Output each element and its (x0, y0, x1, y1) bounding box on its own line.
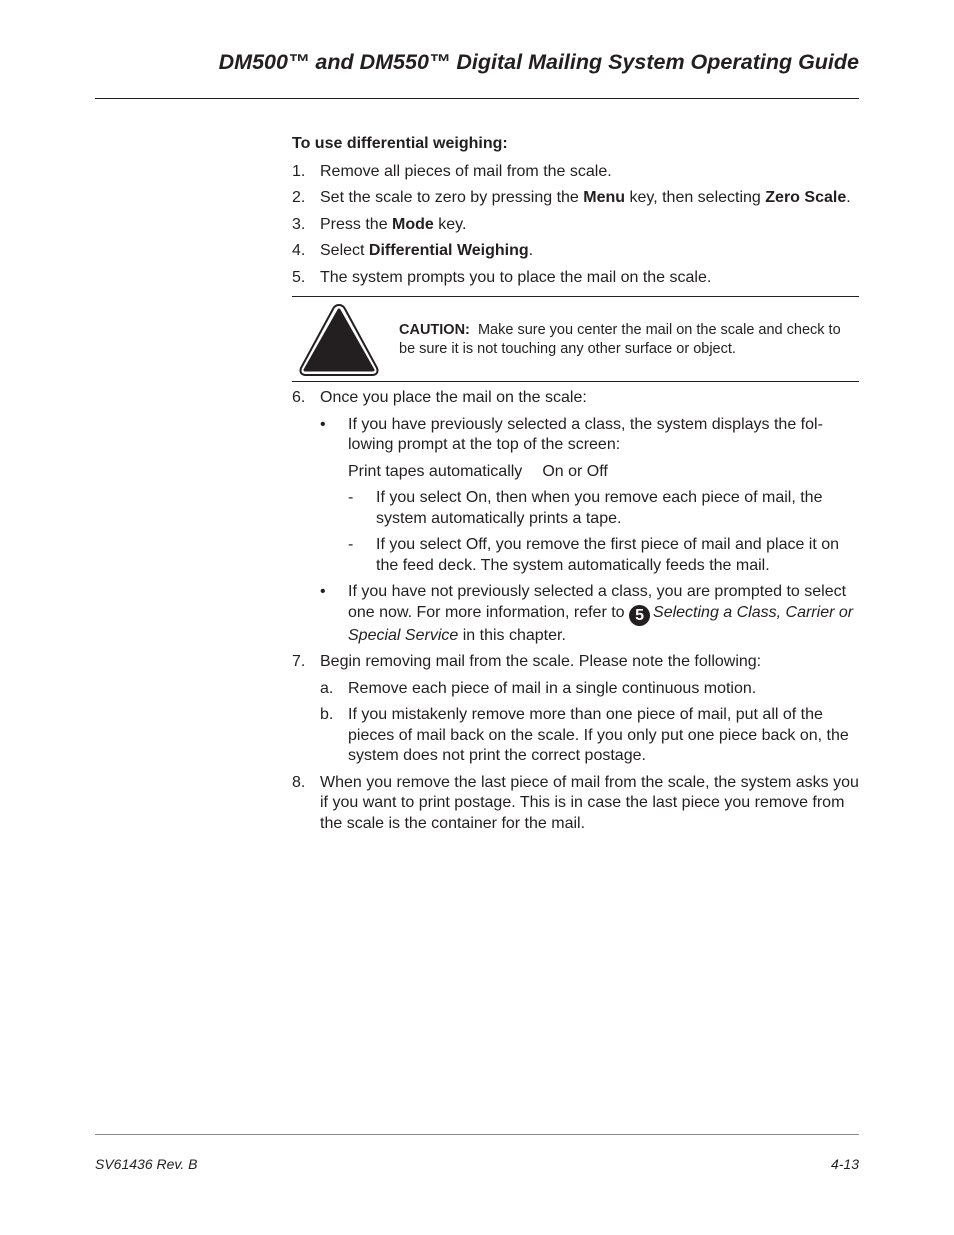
step-text: Begin removing mail from the scale. Please note the following: (320, 653, 762, 670)
caution-message (399, 321, 849, 359)
step-number: 5. (292, 268, 306, 286)
step-text: Press the (320, 215, 393, 233)
dash-text: If you select Off, you remove the first piece of mail and place it on the feed deck. The system automatically feeds the mail. (376, 536, 840, 574)
step-1 (292, 162, 859, 183)
step-number: 7. (292, 653, 306, 670)
lettered-text: If you mistakenly remove more than one piece of mail, put all of the pieces of mail back on the scale. If you only put one piece back on, the system does not print the correct postage. (348, 706, 849, 764)
step-text: key. (433, 215, 467, 233)
lettered-item (320, 705, 859, 767)
step-8 (292, 773, 859, 835)
warning-triangle-icon (297, 302, 381, 378)
letter-mark: b. (320, 706, 334, 723)
letter-mark: a. (320, 679, 334, 697)
main-content (292, 134, 859, 840)
zero-scale-term: Zero Scale (765, 189, 847, 206)
step-number: 4. (292, 242, 306, 259)
menu-key-term: Menu (583, 189, 626, 206)
lettered-item (320, 679, 859, 700)
step-text: Remove all pieces of mail from the scale. (320, 162, 612, 180)
step-number: 3. (292, 215, 306, 233)
bullet-text: If you have previously selected a class, the system displays the following prompt at the top of the screen: (348, 415, 823, 453)
dash-item (348, 488, 859, 529)
step-number: 6. (292, 389, 306, 406)
caution-text: Make sure you center the mail on the scale and check to be sure it is not touching any other surface or object. (399, 322, 841, 357)
page-number: 4-13 (830, 1156, 859, 1172)
bullet-item (320, 415, 859, 577)
bullet-mark: • (320, 583, 326, 600)
bullet-text: in this chapter. (458, 626, 566, 644)
dash-mark: - (348, 536, 354, 553)
mode-key-term: Mode (392, 215, 434, 233)
page-header-title: DM500™ and DM550™ Digital Mailing System Operating Guide (218, 50, 859, 74)
chapter-number-badge: 5 (629, 605, 650, 626)
caution-label: CAUTION: (399, 322, 470, 338)
step-number: 8. (292, 773, 306, 791)
step-5 (292, 268, 859, 289)
bullet-item (320, 582, 859, 646)
header-rule (95, 98, 859, 99)
step-text: Select (320, 242, 369, 259)
step-2 (292, 188, 859, 209)
step-text: . (846, 189, 851, 206)
step-number: 2. (292, 189, 306, 206)
dash-item (348, 535, 859, 576)
differential-weighing-term: Differential Weighing (368, 242, 529, 259)
step-6 (292, 388, 859, 646)
prompt-options: On or Off (542, 462, 608, 480)
step-text: When you remove the last piece of mail from the scale, the system asks you if you want to print postage. This is in case the last piece you remove from the scale is the container for the mail. (320, 773, 859, 832)
step-number: 1. (292, 162, 306, 180)
step-7 (292, 652, 859, 767)
step-4 (292, 241, 859, 262)
prompt-label: Print tapes automatically (348, 462, 523, 480)
footer-rule (95, 1134, 859, 1135)
dash-mark: - (348, 489, 354, 506)
document-revision: SV61436 Rev. B (95, 1156, 198, 1172)
screen-prompt (348, 462, 859, 483)
step-text: Set the scale to zero by pressing the (320, 189, 584, 206)
step-text: key, then selecting (625, 189, 766, 206)
step-text: The system prompts you to place the mail on the scale. (320, 268, 712, 286)
section-heading: To use differential weighing: (292, 135, 508, 152)
lettered-text: Remove each piece of mail in a single continuous motion. (348, 679, 757, 697)
dash-text: If you select On, then when you remove each piece of mail, the system automatically prints a tape. (376, 489, 823, 527)
chapter-reference-link: Selecting a Class, Carrier or Special Service (348, 603, 854, 644)
bullet-mark: • (320, 415, 326, 433)
step-text: . (528, 242, 534, 259)
bullet-text: If you have not previously selected a class, you are prompted to select one now. For more information, refer to (348, 583, 847, 621)
step-text: Once you place the mail on the scale: (320, 389, 587, 406)
caution-box (292, 296, 859, 382)
step-3 (292, 215, 859, 236)
